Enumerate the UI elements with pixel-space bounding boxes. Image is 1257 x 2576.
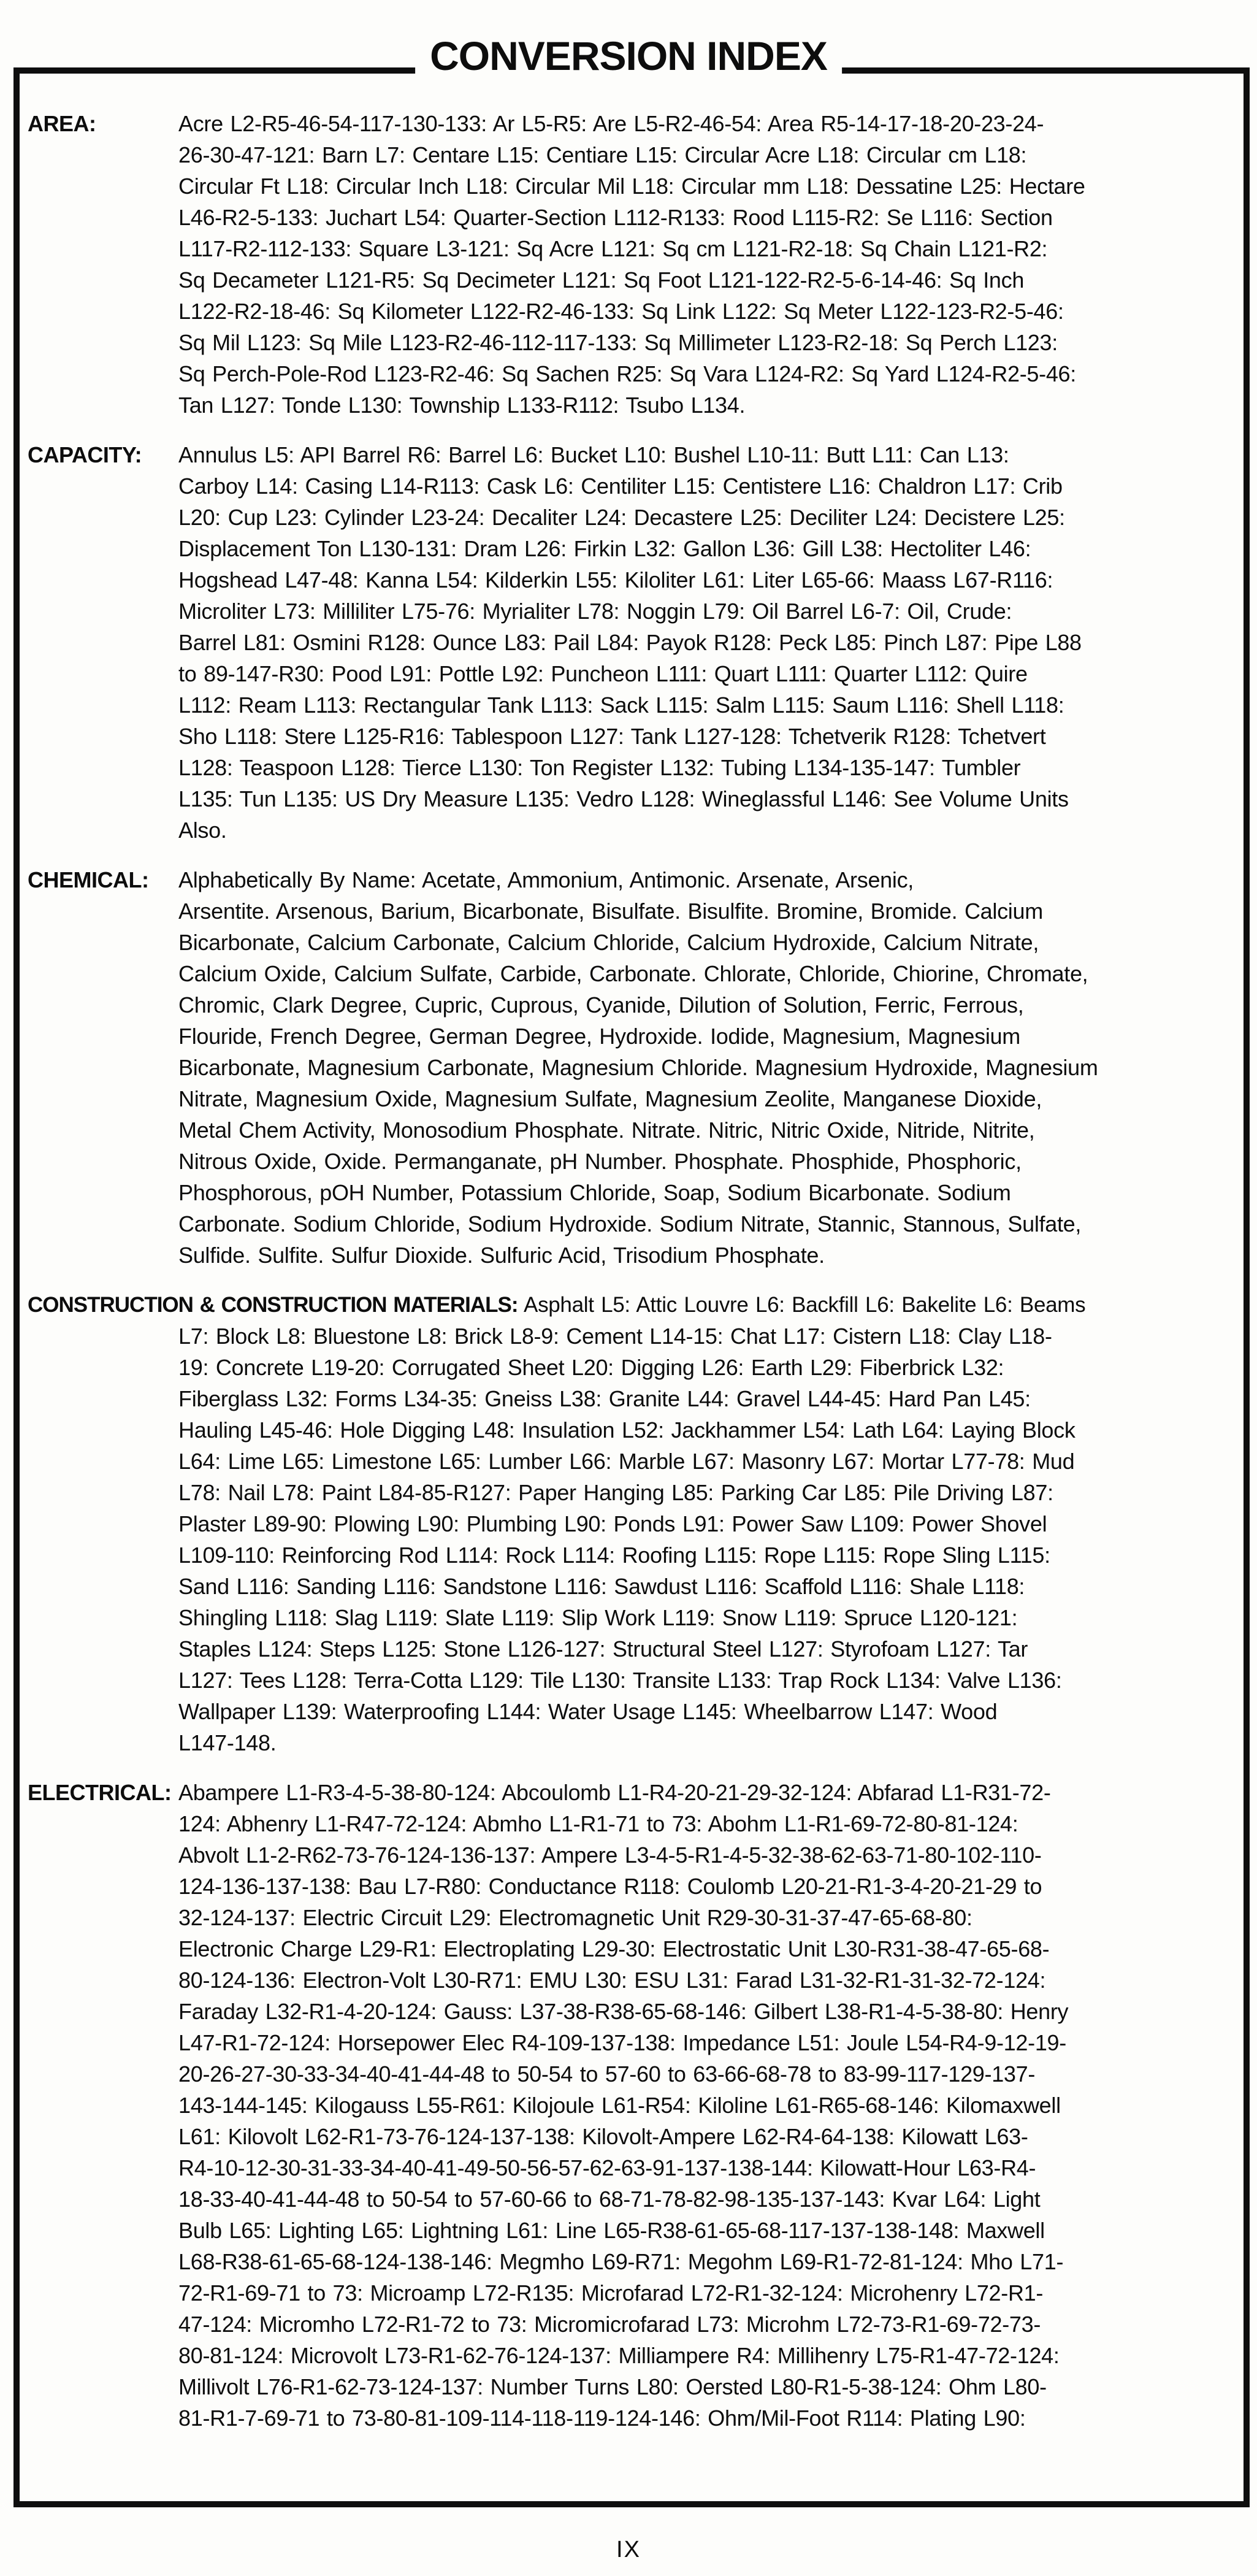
index-line: 143-144-145: Kilogauss L55-R61: Kilojoule L61-R54: Kiloline L61-R65-68-146: Kilomaxwell	[178, 2093, 1061, 2118]
index-line: Sq Mil L123: Sq Mile L123-R2-46-112-117-133: Sq Millimeter L123-R2-18: Sq Perch L123:	[178, 330, 1058, 355]
section-body-capacity	[178, 439, 1242, 846]
index-line: L122-R2-18-46: Sq Kilometer L122-R2-46-133: Sq Link L122: Sq Meter L122-123-R2-5-46:	[178, 299, 1064, 324]
index-line: 124: Abhenry L1-R47-72-124: Abmho L1-R1-71 to 73: Abohm L1-R1-69-72-80-81-124:	[178, 1811, 1018, 1836]
index-line: L64: Lime L65: Limestone L65: Lumber L66: Marble L67: Masonry L67: Mortar L77-78: Mud	[178, 1449, 1075, 1474]
index-line: L112: Ream L113: Rectangular Tank L113: Sack L115: Salm L115: Saum L116: Shell L118:	[178, 692, 1064, 718]
index-line: Sq Perch-Pole-Rod L123-R2-46: Sq Sachen R25: Sq Vara L124-R2: Sq Yard L124-R2-5-46:	[178, 361, 1076, 386]
index-line: Millivolt L76-R1-62-73-124-137: Number Turns L80: Oersted L80-R1-5-38-124: Ohm L80-	[178, 2374, 1047, 2399]
index-line: Carbonate. Sodium Chloride, Sodium Hydroxide. Sodium Nitrate, Stannic, Stannous, Sulfate,	[178, 1211, 1082, 1236]
index-line: L135: Tun L135: US Dry Measure L135: Vedro L128: Wineglassful L146: See Volume Units	[178, 786, 1069, 811]
index-line: Staples L124: Steps L125: Stone L126-127: Structural Steel L127: Styrofoam L127: Tar	[178, 1636, 1028, 1662]
index-line: L128: Teaspoon L128: Tierce L130: Ton Register L132: Tubing L134-135-147: Tumbler	[178, 755, 1021, 780]
index-line: L68-R38-61-65-68-124-138-146: Megmho L69-R71: Megohm L69-R1-72-81-124: Mho L71-	[178, 2249, 1064, 2274]
index-line: Chromic, Clark Degree, Cupric, Cuprous, Cyanide, Dilution of Solution, Ferric, Ferrous,	[178, 992, 1024, 1018]
section-body-construction	[28, 1289, 1242, 1758]
index-line: L109-110: Reinforcing Rod L114: Rock L114: Roofing L115: Rope L115: Rope Sling L115:	[178, 1543, 1050, 1568]
section-label-area: AREA:	[28, 111, 96, 136]
index-line: Faraday L32-R1-4-20-124: Gauss: L37-38-R38-65-68-146: Gilbert L38-R1-4-5-38-80: Henry	[178, 1999, 1069, 2024]
section-label-construction: CONSTRUCTION & CONSTRUCTION MATERIALS:	[28, 1293, 518, 1317]
section-chemical	[28, 864, 1242, 1271]
index-line: L46-R2-5-133: Juchart L54: Quarter-Section L112-R133: Rood L115-R2: Se L116: Section	[178, 205, 1053, 230]
index-line: 124-136-137-138: Bau L7-R80: Conductance R118: Coulomb L20-21-R1-3-4-20-21-29 to	[178, 1874, 1042, 1899]
index-line: Nitrous Oxide, Oxide. Permanganate, pH Number. Phosphate. Phosphide, Phosphoric,	[178, 1149, 1022, 1174]
index-line: L47-R1-72-124: Horsepower Elec R4-109-137-138: Impedance L51: Joule L54-R4-9-12-19-	[178, 2030, 1066, 2055]
index-line: Arsentite. Arsenous, Barium, Bicarbonate, Bisulfate. Bisulfite. Bromine, Bromide. Calcium	[178, 899, 1043, 924]
index-line: Displacement Ton L130-131: Dram L26: Firkin L32: Gallon L36: Gill L38: Hectoliter L46:	[178, 536, 1031, 561]
section-electrical	[28, 1777, 1242, 2434]
index-line: Metal Chem Activity, Monosodium Phosphate. Nitrate. Nitric, Nitric Oxide, Nitride, Nitrite,	[178, 1117, 1035, 1143]
index-line: Abampere L1-R3-4-5-38-80-124: Abcoulomb L1-R4-20-21-29-32-124: Abfarad L1-R31-72-	[178, 1780, 1051, 1805]
index-line: Phosphorous, pOH Number, Potassium Chloride, Soap, Sodium Bicarbonate. Sodium	[178, 1180, 1011, 1205]
section-label-capacity: CAPACITY:	[28, 442, 142, 467]
index-line: Alphabetically By Name: Acetate, Ammonium, Antimonic. Arsenate, Arsenic,	[178, 867, 914, 892]
section-capacity	[28, 439, 1242, 846]
section-body-chemical	[178, 864, 1242, 1271]
index-line: Acre L2-R5-46-54-117-130-133: Ar L5-R5: Are L5-R2-46-54: Area R5-14-17-18-20-23-24-	[178, 111, 1044, 136]
index-line: 47-124: Micromho L72-R1-72 to 73: Micromicrofarad L73: Microhm L72-73-R1-69-72-73-	[178, 2312, 1041, 2337]
index-line: Carboy L14: Casing L14-R113: Cask L6: Centiliter L15: Centistere L16: Chaldron L17: Crib	[178, 473, 1063, 499]
index-line: Flouride, French Degree, German Degree, Hydroxide. Iodide, Magnesium, Magnesium	[178, 1024, 1020, 1049]
index-line: 19: Concrete L19-20: Corrugated Sheet L20: Digging L26: Earth L29: Fiberbrick L32:	[178, 1355, 1004, 1380]
section-construction	[28, 1289, 1242, 1758]
index-line: 81-R1-7-69-71 to 73-80-81-109-114-118-119-124-146: Ohm/Mil-Foot R114: Plating L90:	[178, 2405, 1026, 2431]
index-line: L147-148.	[178, 1730, 277, 1755]
index-line: Also.	[178, 818, 227, 843]
index-line: 32-124-137: Electric Circuit L29: Electromagnetic Unit R29-30-31-37-47-65-68-80:	[178, 1905, 972, 1930]
index-line: Calcium Oxide, Calcium Sulfate, Carbide, Carbonate. Chlorate, Chloride, Chiorine, Chromate,	[178, 961, 1088, 986]
index-line: 26-30-47-121: Barn L7: Centare L15: Centiare L15: Circular Acre L18: Circular cm L18:	[178, 142, 1027, 167]
index-line: Electronic Charge L29-R1: Electroplating L29-30: Electrostatic Unit L30-R31-38-47-65-68-	[178, 1936, 1050, 1961]
index-line: Tan L127: Tonde L130: Township L133-R112: Tsubo L134.	[178, 393, 746, 418]
index-line: Fiberglass L32: Forms L34-35: Gneiss L38: Granite L44: Gravel L44-45: Hard Pan L45:	[178, 1386, 1031, 1411]
index-line: Sand L116: Sanding L116: Sandstone L116: Sawdust L116: Scaffold L116: Shale L118:	[178, 1574, 1025, 1599]
index-line: L7: Block L8: Bluestone L8: Brick L8-9: Cement L14-15: Chat L17: Cistern L18: Clay L18-	[178, 1324, 1052, 1349]
section-body-electrical	[178, 1777, 1242, 2434]
index-line: Bulb L65: Lighting L65: Lightning L61: Line L65-R38-61-65-68-117-137-138-148: Maxwell	[178, 2218, 1045, 2243]
index-line: Hauling L45-46: Hole Digging L48: Insulation L52: Jackhammer L54: Lath L64: Laying Block	[178, 1417, 1076, 1443]
index-line: Hogshead L47-48: Kanna L54: Kilderkin L55: Kiloliter L61: Liter L65-66: Maass L67-R116:	[178, 567, 1053, 592]
index-line: Circular Ft L18: Circular Inch L18: Circular Mil L18: Circular mm L18: Dessatine L25: Hectare	[178, 174, 1085, 199]
index-line: 80-124-136: Electron-Volt L30-R71: EMU L30: ESU L31: Farad L31-32-R1-31-32-72-124:	[178, 1968, 1046, 1993]
index-line: Bicarbonate, Calcium Carbonate, Calcium Chloride, Calcium Hydroxide, Calcium Nitrate,	[178, 930, 1039, 955]
index-line: to 89-147-R30: Pood L91: Pottle L92: Puncheon L111: Quart L111: Quarter L112: Quire	[178, 661, 1028, 686]
index-line: Abvolt L1-2-R62-73-76-124-136-137: Ampere L3-4-5-R1-4-5-32-38-62-63-71-80-102-110-	[178, 1842, 1042, 1868]
index-line: Sulfide. Sulfite. Sulfur Dioxide. Sulfuric Acid, Trisodium Phosphate.	[178, 1243, 825, 1268]
index-line: Wallpaper L139: Waterproofing L144: Water Usage L145: Wheelbarrow L147: Wood	[178, 1699, 998, 1724]
index-line: Nitrate, Magnesium Oxide, Magnesium Sulfate, Magnesium Zeolite, Manganese Dioxide,	[178, 1086, 1042, 1111]
index-line: L20: Cup L23: Cylinder L23-24: Decaliter L24: Decastere L25: Deciliter L24: Decistere L25:	[178, 505, 1065, 530]
index-line: Shingling L118: Slag L119: Slate L119: Slip Work L119: Snow L119: Spruce L120-121:	[178, 1605, 1018, 1630]
index-line: Sq Decameter L121-R5: Sq Decimeter L121: Sq Foot L121-122-R2-5-6-14-46: Sq Inch	[178, 267, 1025, 293]
index-line: 20-26-27-30-33-34-40-41-44-48 to 50-54 to 57-60 to 63-66-68-78 to 83-99-117-129-137-	[178, 2061, 1036, 2087]
index-line: 80-81-124: Microvolt L73-R1-62-76-124-137: Milliampere R4: Millihenry L75-R1-47-72-124:	[178, 2343, 1060, 2368]
section-label-electrical: ELECTRICAL:	[28, 1780, 172, 1805]
index-line: CONSTRUCTION & CONSTRUCTION MATERIALS: Asphalt L5: Attic Louvre L6: Backfill L6: Bakelite L6: Beams	[28, 1293, 1086, 1317]
index-line: Bicarbonate, Magnesium Carbonate, Magnesium Chloride. Magnesium Hydroxide, Magnesium	[178, 1055, 1098, 1080]
page-number: IX	[616, 2537, 641, 2563]
index-line: Sho L118: Stere L125-R16: Tablespoon L127: Tank L127-128: Tchetverik R128: Tchetvert	[178, 724, 1046, 749]
conversion-index-content	[28, 108, 1242, 2434]
index-line: L78: Nail L78: Paint L84-85-R127: Paper Hanging L85: Parking Car L85: Pile Driving L87:	[178, 1480, 1053, 1505]
section-area	[28, 108, 1242, 421]
section-label-chemical: CHEMICAL:	[28, 867, 149, 892]
index-line: Microliter L73: Milliliter L75-76: Myrialiter L78: Noggin L79: Oil Barrel L6-7: Oil, Crude:	[178, 599, 1012, 624]
index-line: 72-R1-69-71 to 73: Microamp L72-R135: Microfarad L72-R1-32-124: Microhenry L72-R1-	[178, 2280, 1044, 2306]
index-line: L127: Tees L128: Terra-Cotta L129: Tile L130: Transite L133: Trap Rock L134: Valve L136:	[178, 1668, 1062, 1693]
index-line: L61: Kilovolt L62-R1-73-76-124-137-138: Kilovolt-Ampere L62-R4-64-138: Kilowatt L63-	[178, 2124, 1028, 2149]
index-line: L117-R2-112-133: Square L3-121: Sq Acre L121: Sq cm L121-R2-18: Sq Chain L121-R2:	[178, 236, 1048, 261]
page-title: CONVERSION INDEX	[415, 36, 842, 76]
section-body-area	[178, 108, 1242, 421]
index-line: Plaster L89-90: Plowing L90: Plumbing L90: Ponds L91: Power Saw L109: Power Shovel	[178, 1511, 1047, 1536]
index-line: Barrel L81: Osmini R128: Ounce L83: Pail L84: Payok R128: Peck L85: Pinch L87: Pipe L88	[178, 630, 1082, 655]
index-line: Annulus L5: API Barrel R6: Barrel L6: Bucket L10: Bushel L10-11: Butt L11: Can L13:	[178, 442, 1009, 467]
index-line: 18-33-40-41-44-48 to 50-54 to 57-60-66 to 68-71-78-82-98-135-137-143: Kvar L64: Light	[178, 2187, 1041, 2212]
index-line: R4-10-12-30-31-33-34-40-41-49-50-56-57-62-63-91-137-138-144: Kilowatt-Hour L63-R4-	[178, 2155, 1036, 2180]
